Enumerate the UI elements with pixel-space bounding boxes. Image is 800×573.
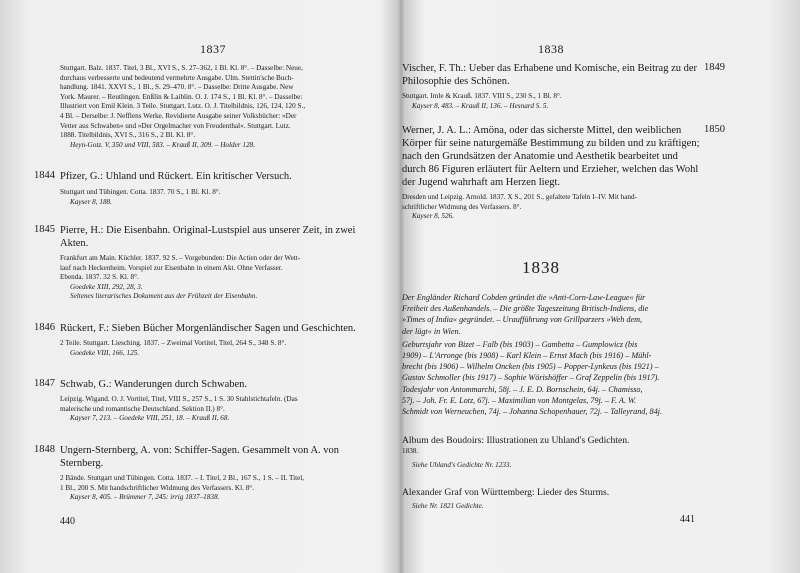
chronicle-line: brecht (bis 1906) – Wilhelm Oncken (bis 1905) – Popper-Lynkeus (bis 1921) – — [402, 362, 659, 372]
entry-heading-cont: durch 86 Figuren erläutert für Aeltern und Erzieher, welchen das Wohl — [402, 164, 699, 175]
entry-refs: Kayser 8, 483. – Krauß II, 136. – Hesnard S. 5. — [412, 101, 549, 110]
entry-heading-cont: Körper für seine naturgemäße Bestimmung zu bilden und zu kräftigen; — [402, 138, 700, 149]
entry-imprint: lauf nach Heckenheim. Vorspiel zur Eisenbahn in einem Akt. Ohne Verfasser. — [60, 263, 283, 272]
chronicle-line: »Times of India« gegründet. – Uraufführung von Grillparzers »Weh dem, — [402, 315, 643, 325]
section-item — [402, 486, 702, 512]
chronicle-line: Todesjahr von Antommarchi, 58j. – J. E. D. Bornschein, 64j. – Chamisso, — [402, 384, 643, 394]
chronicle-line: Der Engländer Richard Cobden gründet die »Anti-Corn-Law-League« für — [402, 293, 646, 302]
entry-imprint: malerische und romantische Deutschland. Sektion II.) 8°. — [60, 404, 225, 413]
page-number-right: 441 — [680, 514, 695, 525]
chronicle-line: Freiheit des Außenhandels. – Die größte Tageszeitung Britisch-Indiens, die — [402, 304, 649, 314]
entry-refs: Goedeke XIII, 292, 28, 3. — [70, 282, 143, 291]
entry-imprint: Stuttgart und Tübingen. Cotta. 1837. 70 S., 1 Bl. Kl. 8°. — [60, 188, 221, 196]
entry-note: Seltenes literarisches Dokument aus der Frühzeit der Eisenbahn. — [70, 292, 258, 301]
section-item — [402, 434, 702, 470]
entry-heading-cont: Philosophie des Schönen. — [402, 76, 510, 87]
reference-line: Heyn-Gotz. V, 350 und VIII, 583. – Krauß II, 309. – Holder 128. — [70, 140, 255, 149]
chronicle-line: 1909) – L'Arronge (bis 1908) – Karl Klein – Ernst Mach (bis 1916) – Mühl- — [402, 351, 652, 361]
entry-refs: Goedeke VIII, 166, 125. — [70, 348, 140, 357]
entry-1848 — [60, 444, 365, 503]
entry-imprint: 2 Teile. Stuttgart. Liesching. 1837. – Zweimal Vortitel, Titel, 264 S., 348 S. 8°. — [60, 339, 287, 347]
text-line: 1888. Titelbildnis, XVI S., 316 S., 2 Bl. Kl. 8°. — [60, 131, 196, 140]
chronicle-line: Schmidt von Werneuchen, 74j. – Johanna Schopenhauer, 72j. – Talleyrand, 84j. — [402, 407, 662, 417]
chronicle-line: Gustav Schmoller (bis 1917) – Sophie Wörishöffer – Graf Zeppelin (bis 1917). — [402, 373, 660, 383]
entry-heading-cont: nach den Grundsätzen der Anatomie und Aesthetik bearbeitet und — [402, 151, 678, 162]
entry-heading: Schwab, G.: Wanderungen durch Schwaben. — [60, 379, 248, 390]
chronicle-block — [402, 292, 702, 417]
entry-number: 1844 — [34, 170, 55, 181]
page-number-left: 440 — [60, 516, 75, 527]
entry-imprint: Ebenda. 1837. 32 S. Kl. 8°. — [60, 273, 139, 282]
text-line: Vetter aus Schwaben« und »Der Orgelmacher von Freudenthal«. Stuttgart. Lutz. — [60, 121, 291, 130]
item-heading: Alexander Graf von Württemberg: Lieder des Sturms. — [402, 487, 610, 498]
entry-1847 — [60, 378, 365, 424]
right-page-year-heading: 1838 — [538, 42, 564, 56]
entry-imprint: Frankfurt am Main. Küchler. 1837. 92 S. – Vorgebunden: Die Actien oder der Wett- — [60, 254, 301, 262]
entry-1850 — [402, 124, 702, 222]
entry-number: 1850 — [704, 124, 725, 135]
entry-1846 — [60, 322, 365, 358]
text-line: Stuttgart. Balz. 1837. Titel, 3 Bl., XVI S., S. 27–362, 1 Bl. Kl. 8°. – Dasselbe: Neue, — [60, 64, 303, 72]
entry-imprint: 2 Bände. Stuttgart und Tübingen. Cotta. 1837. – I. Titel, 2 Bl., 167 S., 1 S. – II. Titel, — [60, 474, 305, 482]
entry-imprint: Stuttgart. Imle & Krauß. 1837. VIII S., 230 S., 1 Bl. 8°. — [402, 92, 562, 100]
entry-1849 — [402, 62, 702, 111]
entry-1844 — [60, 170, 365, 207]
entry-heading-cont: Akten. — [60, 238, 89, 249]
chronicle-line: Geburtsjahr von Bizet – Falb (bis 1903) – Gambetta – Gumplowicz (bis — [402, 339, 638, 349]
chronicle-line: 57j. – Joh. Fr. E. Lotz, 67j. – Maximilian von Montgelas, 79j. – F. A. W. — [402, 395, 637, 405]
section-year-heading: 1838 — [522, 258, 560, 277]
entry-refs: Kayser 8, 188. — [70, 197, 112, 206]
entry-heading: Werner, J. A. L.: Amöna, oder das sicherste Mittel, den weiblichen — [402, 125, 682, 136]
entry-heading: Pierre, H.: Die Eisenbahn. Original-Lustspiel aus unserer Zeit, in zwei — [60, 225, 356, 236]
item-refs: Siehe Nr. 1821 Gedichte. — [412, 502, 484, 510]
entry-refs: Kayser 8, 526. — [412, 212, 454, 221]
entry-imprint: 1 Bl., 200 S. Mit handschriftlicher Widmung des Verfassers. Kl. 8°. — [60, 483, 254, 492]
entry-number: 1849 — [704, 62, 725, 73]
entry-number: 1846 — [34, 322, 55, 333]
continuation-block — [60, 64, 365, 150]
entry-number: 1845 — [34, 224, 55, 235]
entry-heading: Vischer, F. Th.: Ueber das Erhabene und Komische, ein Beitrag zu der — [402, 63, 698, 74]
entry-refs: Kayser 8, 405. – Brümmer 7, 245: irrig 1837–1838. — [70, 493, 220, 502]
entry-heading: Pfizer, G.: Uhland und Rückert. Ein kritischer Versuch. — [60, 171, 292, 182]
left-page-year-heading: 1837 — [200, 42, 226, 56]
text-line: Illustriert von Emil Klein. 3 Teile. Stuttgart. Lutz. O. J. Titelbildnis, 126, 124, 120 S., — [60, 102, 306, 111]
text-line: 4 Bl. – Derselbe: J. Nefflens Werke. Revidierte Ausgabe seiner Volksbücher: »Der — [60, 111, 297, 120]
entry-heading-cont: Sternberg. — [60, 458, 104, 469]
entry-imprint: Leipzig. Wigand. O. J. Vortitel, Titel, VIII S., 257 S., 1 S. 30 Stahlstichtafeln. (Das — [60, 395, 298, 403]
chronicle-line: der lügt« in Wien. — [402, 326, 461, 336]
text-line: durchaus verbesserte und bedeutend vermehrte Ausgabe. Ulm. Stettin'sche Buch- — [60, 73, 294, 82]
entry-imprint: Dresden und Leipzig. Arnold. 1837. X S., 201 S., gefaltete Tafeln I–IV. Mit hand- — [402, 193, 637, 201]
entry-heading: Rückert, F.: Sieben Bücher Morgenländischer Sagen und Geschichten. — [60, 323, 356, 334]
item-refs: Siehe Uhland's Gedichte Nr. 1233. — [412, 460, 512, 469]
entry-refs: Kayser 7, 213. – Goedeke VIII, 251, 18. – Krauß II, 68. — [70, 414, 230, 423]
entry-heading: Ungern-Sternberg, A. von: Schiffer-Sagen. Gesammelt von A. von — [60, 445, 340, 456]
text-line: York. Maurer. – Reutlingen. Enßlin & Laiblin. O. J. 174 S., 1 Bl. Kl. 8°. – Dasselbe: — [60, 92, 303, 101]
item-imprint: 1838. — [402, 447, 419, 455]
entry-1845 — [60, 224, 365, 302]
entry-imprint: schriftlicher Widmung des Verfassers. 8°. — [402, 202, 522, 211]
entry-number: 1848 — [34, 444, 55, 455]
entry-heading-cont: der Jugend wahrhaft am Herzen liegt. — [402, 177, 561, 188]
item-heading: Album des Boudoirs: Illustrationen zu Uhland's Gedichten. — [402, 435, 630, 446]
entry-number: 1847 — [34, 378, 55, 389]
right-page — [402, 0, 800, 573]
text-line: handlung. 1841. XXVI S., 1 Bl., S. 29–470. 8°. – Dasselbe: Dritte Ausgabe. New — [60, 83, 294, 92]
